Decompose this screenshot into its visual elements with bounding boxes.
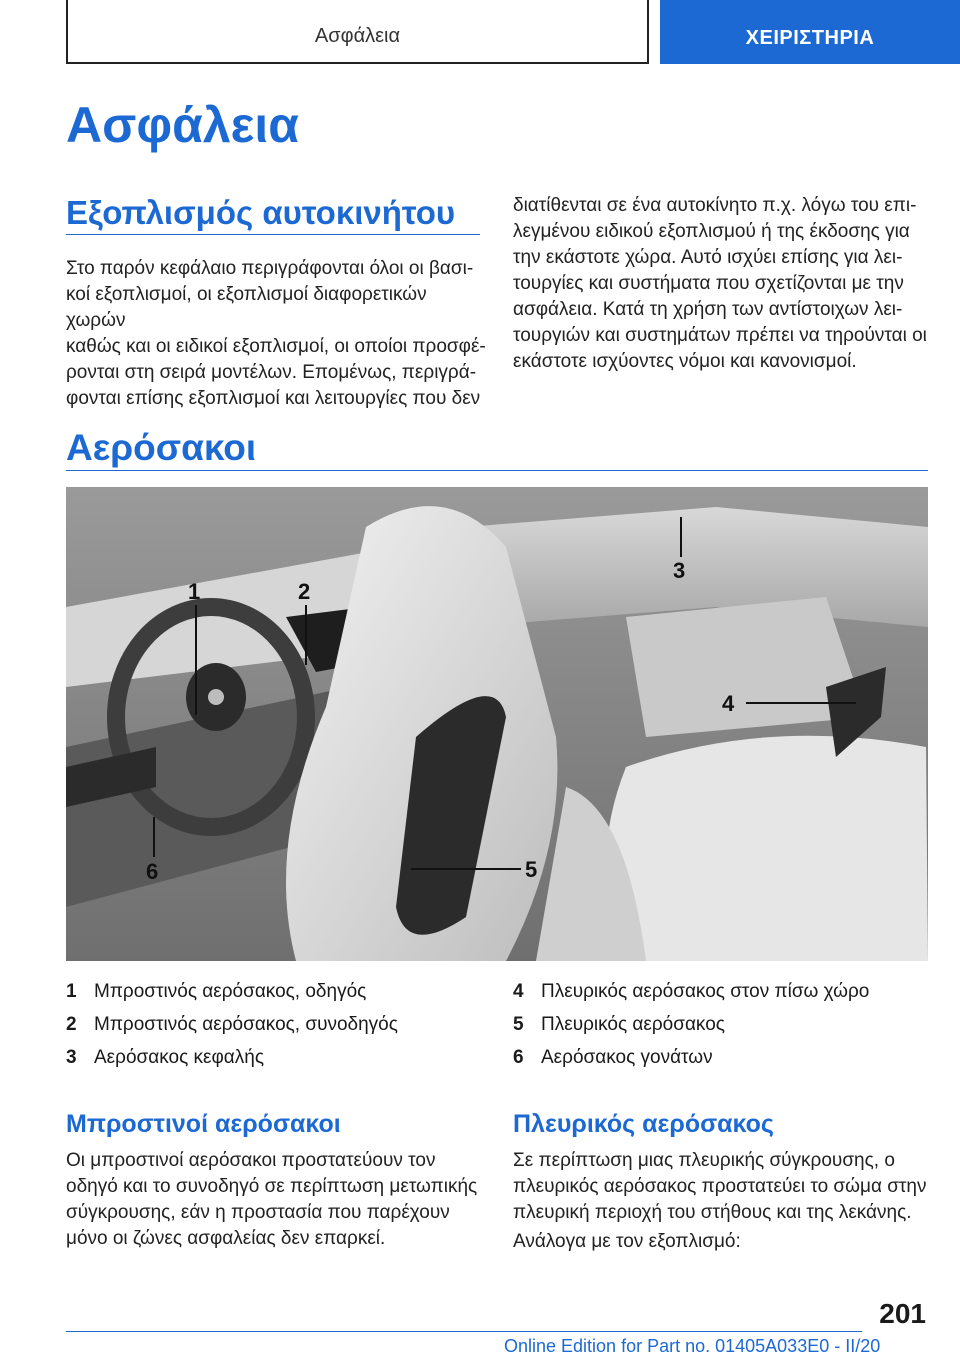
text-line: Στο παρόν κεφάλαιο περιγράφονται όλοι οι βασι-	[66, 258, 474, 279]
equipment-text-left	[66, 256, 486, 412]
page-number: 201	[879, 1298, 926, 1329]
legend-text: Μπροστινός αερόσακος, συνοδηγός	[94, 1013, 398, 1035]
legend-text: Αερόσακος γονάτων	[541, 1046, 713, 1068]
text-line: τουργίες και συστήματα που σχετίζονται με την	[513, 273, 904, 294]
text-line: πλευρική περιοχή του στήθους και της λεκάνης.	[513, 1202, 912, 1223]
legend-item	[513, 1008, 869, 1041]
airbag-legend-right	[513, 975, 869, 1074]
airbag-legend-left	[66, 975, 398, 1074]
legend-text: Αερόσακος κεφαλής	[94, 1046, 264, 1068]
callout-line-1	[195, 605, 197, 715]
side-airbag-text	[513, 1148, 943, 1226]
callout-line-5	[411, 868, 521, 870]
callout-line-2	[305, 605, 307, 665]
legend-number: 1	[66, 980, 77, 1002]
text-line: Σε περίπτωση μιας πλευρικής σύγκρουσης, ο	[513, 1150, 895, 1171]
text-line: πλευρικός αερόσακος προστατεύει το σώμα στην	[513, 1176, 927, 1197]
text-line: οδηγό και το συνοδηγό σε περίπτωση μετωπικής	[66, 1176, 478, 1197]
section-tab[interactable]	[66, 0, 649, 64]
callout-4: 4	[722, 691, 735, 716]
callout-2: 2	[298, 579, 311, 604]
callout-3: 3	[673, 558, 686, 583]
callout-line-6	[153, 817, 155, 857]
legend-text: Μπροστινός αερόσακος, οδηγός	[94, 980, 367, 1002]
text-line: φονται επίσης εξοπλισμοί και λειτουργίες που δεν	[66, 388, 481, 409]
legend-text: Πλευρικός αερόσακος στον πίσω χώρο	[541, 980, 870, 1002]
legend-item	[66, 1008, 398, 1041]
front-airbags-heading: Μπροστινοί αερόσακοι	[66, 1110, 341, 1138]
callout-1: 1	[188, 579, 201, 604]
text-line: Οι μπροστινοί αερόσακοι προστατεύουν τον	[66, 1150, 436, 1171]
equipment-heading: Εξοπλισμός αυτοκινήτου	[66, 194, 456, 231]
text-line: εκάστοτε ισχύοντες νόμοι και κανονισμοί.	[513, 351, 857, 372]
text-line: ρονται στη σειρά μοντέλων. Επομένως, περιγρά-	[66, 362, 477, 383]
legend-item	[513, 1041, 869, 1074]
manual-tab-label: ΧΕΙΡΙΣΤΗΡΙΑ	[745, 27, 875, 49]
callout-line-3	[680, 517, 682, 557]
legend-number: 5	[513, 1013, 524, 1035]
text-line: σύγκρουσης, εάν η προστασία που παρέχουν	[66, 1202, 450, 1223]
legend-item	[66, 975, 398, 1008]
airbags-heading-rule	[66, 470, 928, 471]
airbags-heading: Αερόσακοι	[66, 427, 257, 468]
footer-rule	[66, 1331, 862, 1332]
section-tab-label: Ασφάλεια	[314, 25, 401, 47]
side-airbag-note: Ανάλογα με τον εξοπλισμό:	[513, 1231, 741, 1252]
equipment-text-right	[513, 193, 933, 375]
legend-number: 4	[513, 980, 524, 1002]
text-line: διατίθενται σε ένα αυτοκίνητο π.χ. λόγω του επι-	[513, 195, 917, 216]
legend-text: Πλευρικός αερόσακος	[541, 1013, 725, 1035]
text-line: λεγμένου ειδικού εξοπλισμού ή της έκδοσης για	[513, 221, 910, 242]
page-title: Ασφάλεια	[66, 97, 299, 153]
text-line: καθώς και οι ειδικοί εξοπλισμοί, οι οποίοι προσφέ-	[66, 336, 486, 357]
text-line: την εκάστοτε χώρα. Αυτό ισχύει επίσης για λει-	[513, 247, 903, 268]
legend-item	[66, 1041, 398, 1074]
side-airbag-heading: Πλευρικός αερόσακος	[513, 1110, 774, 1138]
airbag-locations-figure	[66, 487, 928, 961]
car-interior-illustration	[66, 487, 928, 961]
legend-number: 3	[66, 1046, 77, 1068]
callout-5: 5	[525, 857, 538, 882]
equipment-heading-rule	[66, 234, 480, 235]
legend-number: 2	[66, 1013, 77, 1035]
legend-number: 6	[513, 1046, 524, 1068]
callout-line-4	[746, 702, 856, 704]
front-airbags-text	[66, 1148, 496, 1252]
text-line: ασφάλεια. Κατά τη χρήση των αντίστοιχων λει-	[513, 299, 903, 320]
text-line: τουργιών και συστημάτων πρέπει να τηρούνται οι	[513, 325, 927, 346]
text-line: κοί εξοπλισμοί, οι εξοπλισμοί διαφορετικών χωρών	[66, 284, 427, 331]
manual-tab[interactable]	[660, 0, 960, 64]
callout-6: 6	[146, 859, 159, 884]
legend-item	[513, 975, 869, 1008]
text-line: μόνο οι ζώνες ασφαλείας δεν επαρκεί.	[66, 1228, 386, 1249]
footer-edition: Online Edition for Part no. 01405A033E0 - II/20	[504, 1336, 881, 1356]
